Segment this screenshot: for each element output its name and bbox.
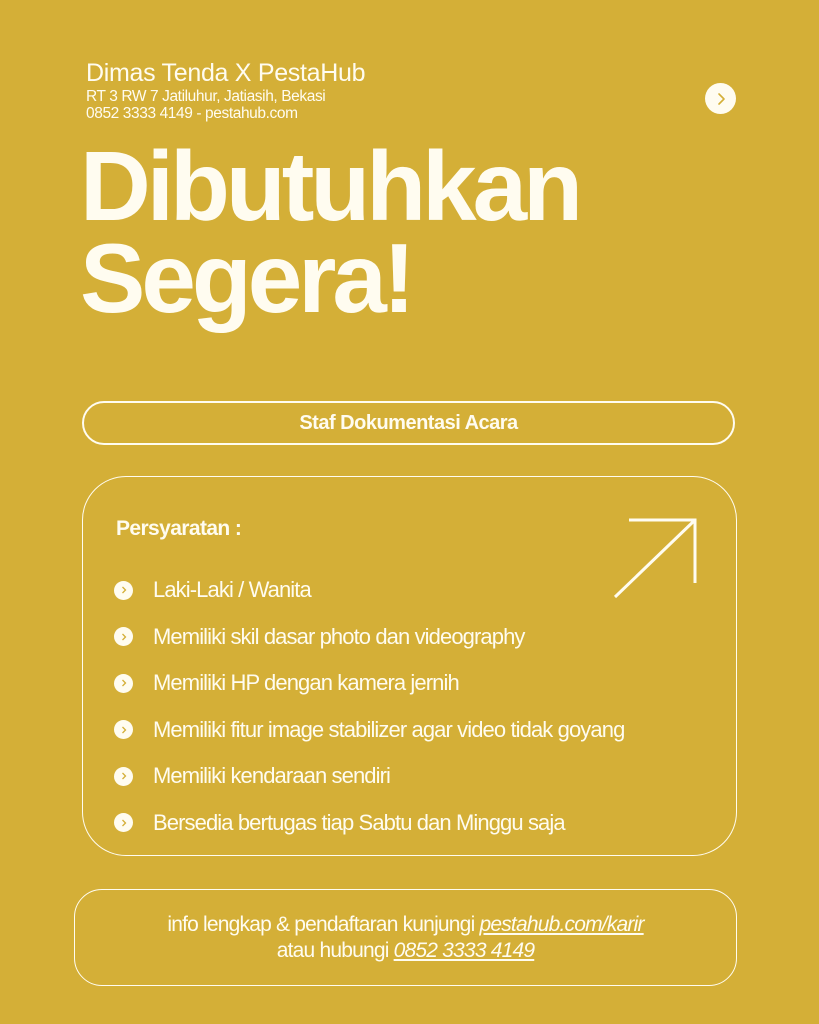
page-title	[80, 131, 579, 333]
headline-line-1: Dibutuhkan	[80, 131, 579, 241]
list-item: Memiliki kendaraan sendiri	[114, 753, 624, 800]
list-item: Bersedia bertugas tiap Sabtu dan Minggu saja	[114, 800, 624, 847]
brand-name: Dimas Tenda X PestaHub	[86, 59, 366, 87]
role-label: Staf Dokumentasi Acara	[299, 411, 518, 434]
phone-link[interactable]: 0852 3333 4149	[393, 938, 535, 962]
footer-line-2: atau hubungi 0852 3333 4149	[276, 938, 535, 962]
requirements-title: Persyaratan :	[116, 517, 242, 540]
next-button[interactable]	[705, 83, 736, 114]
chevron-right-circle-icon	[114, 720, 133, 739]
list-item: Memiliki fitur image stabilizer agar video tidak goyang	[114, 707, 624, 754]
chevron-right-circle-icon	[114, 674, 133, 693]
chevron-right-circle-icon	[114, 627, 133, 646]
requirements-list	[114, 567, 624, 846]
list-item: Memiliki HP dengan kamera jernih	[114, 660, 624, 707]
requirements-card	[82, 476, 737, 856]
chevron-right-circle-icon	[114, 581, 133, 600]
arrow-up-right-icon	[611, 515, 701, 601]
role-badge	[82, 401, 735, 445]
career-link[interactable]: pestahub.com/karir	[479, 912, 644, 936]
chevron-right-circle-icon	[114, 767, 133, 786]
address: RT 3 RW 7 Jatiluhur, Jatiasih, Bekasi	[86, 88, 326, 105]
contact-footer	[74, 889, 737, 986]
chevron-right-circle-icon	[114, 813, 133, 832]
list-item: Memiliki skil dasar photo dan videography	[114, 614, 624, 661]
header	[86, 58, 365, 122]
chevron-right-icon	[715, 92, 727, 106]
footer-line-1: info lengkap & pendaftaran kunjungi pestahub.com/karir	[167, 912, 644, 936]
list-item: Laki-Laki / Wanita	[114, 567, 624, 614]
contact-info: 0852 3333 4149 - pestahub.com	[86, 105, 298, 122]
headline-line-2: Segera!	[80, 223, 412, 333]
